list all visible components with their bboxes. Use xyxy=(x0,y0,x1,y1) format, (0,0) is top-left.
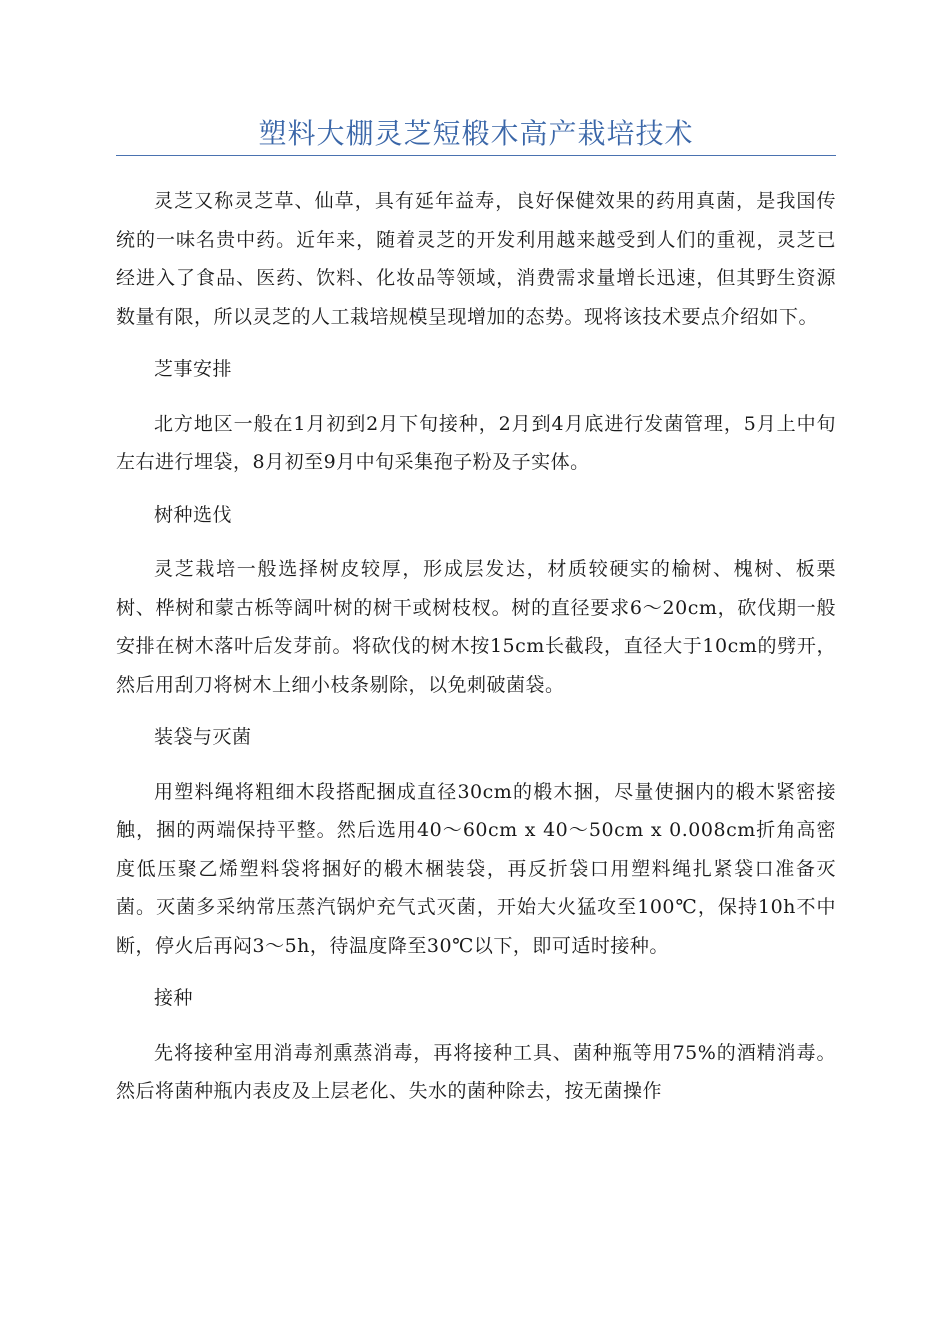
section-heading-tree-selection: 树种选伐 xyxy=(154,503,233,526)
section-heading-inoculation: 接种 xyxy=(154,987,194,1009)
section-body-schedule: 北方地区一般在1月初到2月下旬接种，2月到4月底进行发菌管理，5月上中旬左右进行埋袋，8月初至9月中旬采集孢子粉及子实体。 xyxy=(116,412,836,473)
intro-paragraph: 灵芝又称灵芝草、仙草，具有延年益寿，良好保健效果的药用真菌，是我国传统的一味名贵中药。近年来，随着灵芝的开发利用越来越受到人们的重视，灵芝已经进入了食品、医药、饮料、化妆品等领域，消费需求量增长迅速，但其野生资源数量有限，所以灵芝的人工栽培规模呈现增加的态势。现将该技术要点介绍如下。 xyxy=(116,190,836,328)
section-heading-bagging-sterilization: 装袋与灭菌 xyxy=(154,726,252,748)
document-title: 塑料大棚灵芝短椴木高产栽培技术 xyxy=(258,117,694,150)
section-heading-schedule: 芝事安排 xyxy=(154,358,233,380)
section-body-tree-selection: 灵芝栽培一般选择树皮较厚，形成层发达，材质较硬实的榆树、槐树、板栗树、桦树和蒙古栎等阔叶树的树干或树枝杈。树的直径要求6～20cm，砍伐期一般安排在树木落叶后发芽前。将砍伐的树木按15cm长截段，直径大于10cm的劈开，然后用刮刀将树木上细小枝条剔除，以免刺破菌袋。 xyxy=(116,558,836,696)
section-body-bagging-sterilization: 用塑料绳将粗细木段搭配捆成直径30cm的椴木捆，尽量使捆内的椴木紧密接触，捆的两端保持平整。然后选用40～60cm x 40～50cm x 0.008cm折角高密度低压聚乙烯塑料袋将捆好的椴木梱装袋，再反折袋口用塑料绳扎紧袋口准备灭菌。灭菌多采纳常压蒸汽锅炉充气式灭菌，开始大火猛攻至100℃，保持10h不中断，停火后再闷3～5h，待温度降至30℃以下，即可适时接种。 xyxy=(116,780,836,957)
document-page xyxy=(116,0,836,1125)
section-body-inoculation: 先将接种室用消毒剂熏蒸消毒，再将接种工具、菌种瓶等用75%的酒精消毒。然后将菌种瓶内表皮及上层老化、失水的菌种除去，按无菌操作 xyxy=(116,1041,836,1102)
